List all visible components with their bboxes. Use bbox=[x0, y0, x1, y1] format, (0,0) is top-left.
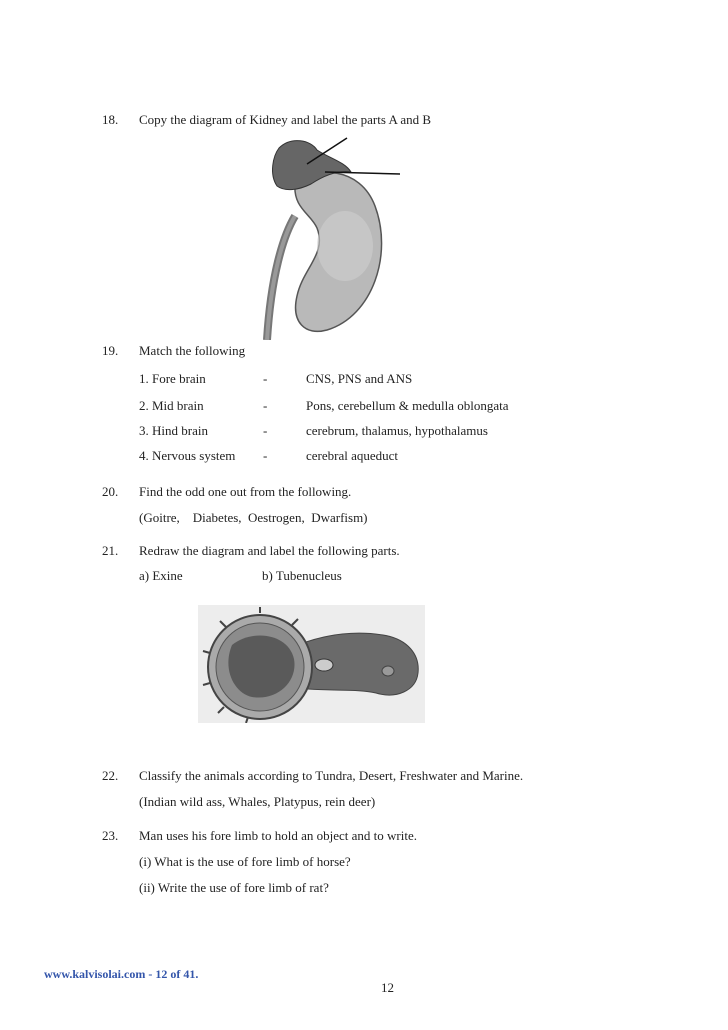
ureter bbox=[267, 216, 295, 340]
q22-sub: (Indian wild ass, Whales, Platypus, rein deer) bbox=[139, 794, 376, 809]
q21-part-b: b) Tubenucleus bbox=[262, 568, 342, 583]
q20-number: 20. bbox=[102, 484, 119, 499]
q23-sub-2: (ii) Write the use of fore limb of rat? bbox=[139, 880, 329, 895]
q18-text: Copy the diagram of Kidney and label the parts A and B bbox=[139, 112, 432, 127]
match-left-2: 2. Mid brain bbox=[139, 398, 204, 413]
page-number: 12 bbox=[381, 980, 394, 995]
match-right-1: CNS, PNS and ANS bbox=[306, 371, 413, 386]
q20-text: Find the odd one out from the following. bbox=[139, 484, 352, 499]
match-dash-1: - bbox=[263, 371, 268, 386]
q21-part-a: a) Exine bbox=[139, 568, 183, 583]
q23-number: 23. bbox=[102, 828, 119, 843]
q18-number: 18. bbox=[102, 112, 119, 127]
q23-text: Man uses his fore limb to hold an object and to write. bbox=[139, 828, 418, 843]
q23-sub-1: (i) What is the use of fore limb of horse? bbox=[139, 854, 351, 869]
q19-number: 19. bbox=[102, 343, 119, 358]
q22-number: 22. bbox=[102, 768, 119, 783]
q21-text: Redraw the diagram and label the following parts. bbox=[139, 543, 400, 558]
footer-site-link[interactable]: www.kalvisolai.com - 12 of 41. bbox=[44, 967, 199, 981]
match-left-4: 4. Nervous system bbox=[139, 448, 236, 463]
match-dash-3: - bbox=[263, 423, 268, 438]
pollen-grain-diagram bbox=[198, 605, 425, 723]
match-right-3: cerebrum, thalamus, hypothalamus bbox=[306, 423, 488, 438]
kidney-diagram bbox=[255, 136, 400, 340]
q19-text: Match the following bbox=[139, 343, 246, 358]
q20-options: (Goitre, Diabetes, Oestrogen, Dwarfism) bbox=[139, 510, 368, 525]
match-left-1: 1. Fore brain bbox=[139, 371, 206, 386]
q22-text: Classify the animals according to Tundra, Desert, Freshwater and Marine. bbox=[139, 768, 524, 783]
match-dash-2: - bbox=[263, 398, 268, 413]
match-dash-4: - bbox=[263, 448, 268, 463]
match-right-2: Pons, cerebellum & medulla oblongata bbox=[306, 398, 509, 413]
match-left-3: 3. Hind brain bbox=[139, 423, 208, 438]
q21-number: 21. bbox=[102, 543, 119, 558]
match-right-4: cerebral aqueduct bbox=[306, 448, 399, 463]
tube-nucleus bbox=[315, 659, 333, 671]
